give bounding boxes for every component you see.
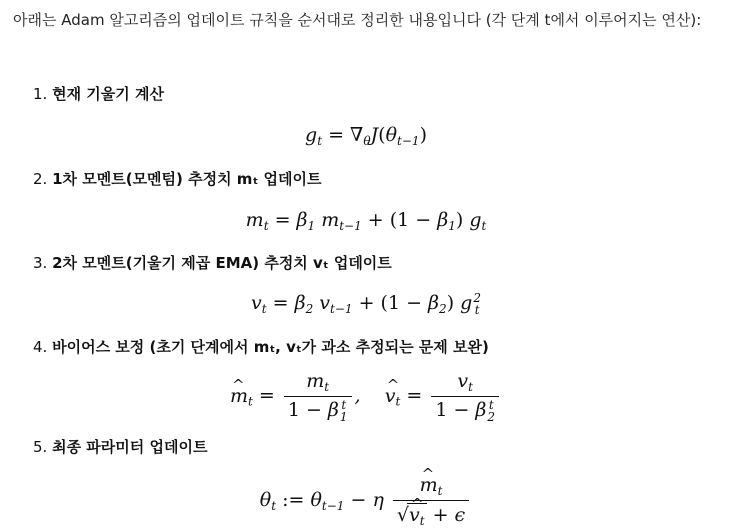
intro-text: 아래는 Adam 알고리즘의 업데이트 규칙을 순서대로 정리한 내용입니다 (각 단계 t에서 이루어지는 연산): — [13, 11, 702, 29]
step-3-number: 3. — [33, 254, 48, 272]
first-moment-equation: $m_t = \beta_1$ $m_{t-1} + (1 - \beta_1)$ $g_t$ — [245, 209, 487, 233]
parameter-update-equation: $\theta_t$ := $\theta_{t-1} - \eta$ ^ $\frac{m_t}{√\^{} v_t + \epsilon}$ — [0, 474, 732, 528]
step-5-heading — [33, 437, 207, 457]
step-4-number: 4. — [33, 338, 48, 356]
step-3-title: 2차 모멘트(기울기 제곱 EMA) 추정치 vₜ 업데이트 — [52, 254, 392, 272]
step-1-heading — [33, 84, 164, 104]
bias-correction-equation: ^ $m_t$ = $m_t$ 1 − β t 1 , ^ $v_t$ = $v_t$ 1 − β t 2 — [0, 370, 732, 423]
step-3-heading — [33, 253, 392, 273]
gradient-equation: $g_t = \nabla_\theta J(\theta_{t-1})$ — [305, 124, 427, 148]
step-4-title: 바이어스 보정 (초기 단계에서 mₜ, vₜ가 과소 추정되는 문제 보완) — [52, 338, 489, 356]
step-5-title: 최종 파라미터 업데이트 — [52, 438, 208, 456]
second-moment-equation: $v_t = \beta_2$ $v_{t-1} + (1 - \beta_2)$ g 2 t — [251, 291, 481, 317]
step-1-title: 현재 기울기 계산 — [52, 85, 164, 103]
step-4-heading — [33, 337, 489, 357]
step-2-title: 1차 모멘트(모멘텀) 추정치 mₜ 업데이트 — [52, 170, 322, 188]
step-2-heading — [33, 169, 321, 189]
step-1-number: 1. — [33, 85, 48, 103]
step-2-number: 2. — [33, 170, 48, 188]
step-5-number: 5. — [33, 438, 48, 456]
